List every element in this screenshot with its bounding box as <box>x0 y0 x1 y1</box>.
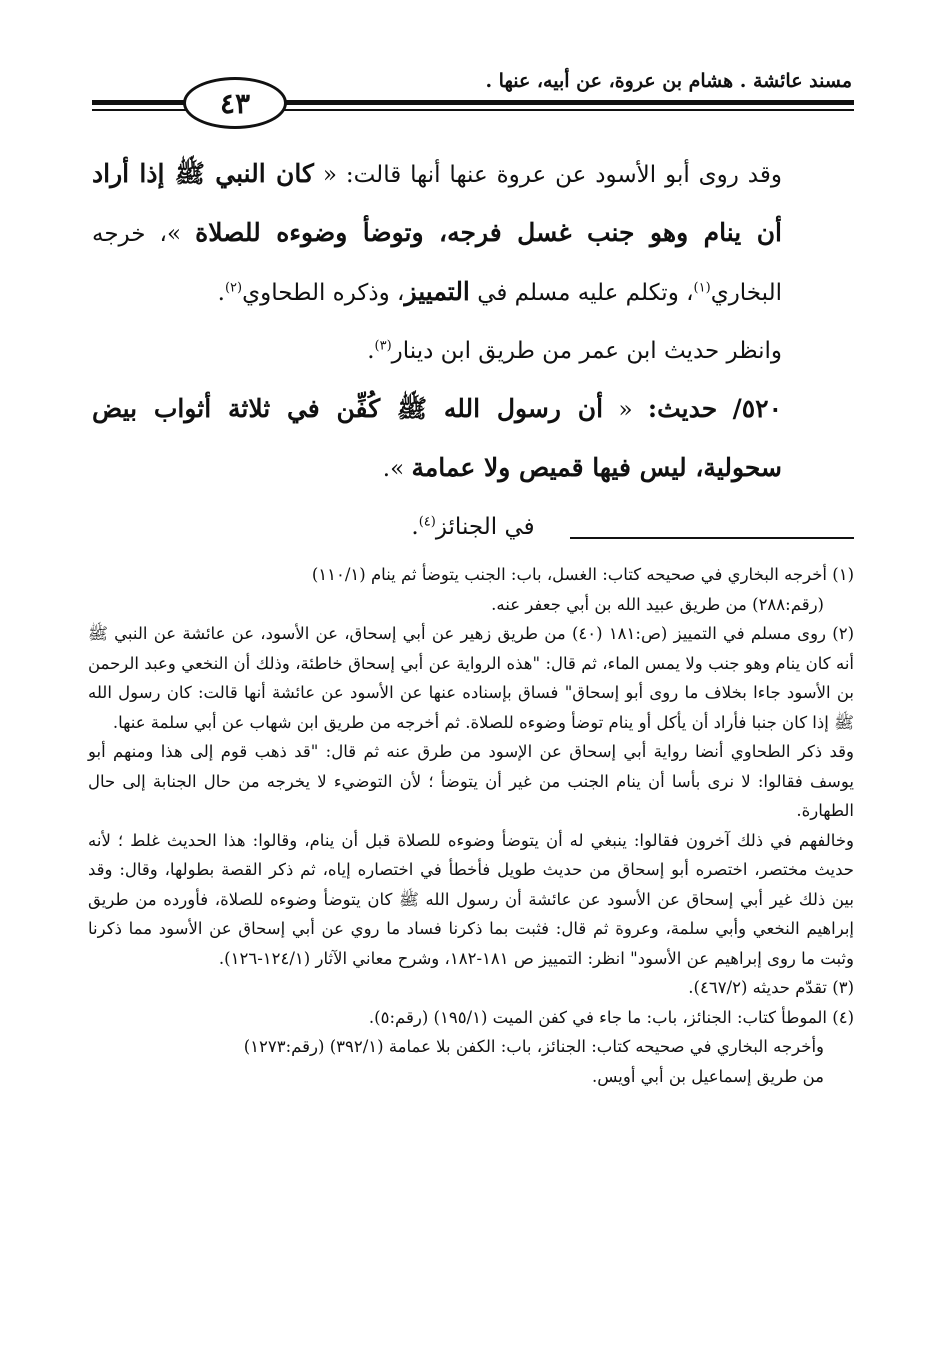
text: . <box>367 338 375 364</box>
running-header-title: مسند عائشة . هشام بن عروة، عن أبيه، عنها . <box>485 70 852 92</box>
footnote-1: (١) أخرجه البخاري في صحيحه كتاب: الغسل، باب: الجنب يتوضأ ثم ينام (١١٠/١) <box>311 565 854 584</box>
footnote-ref[interactable]: (٣) <box>374 338 392 354</box>
hadith-number: ٥٢٠/ <box>732 394 783 423</box>
book-title: التمييز <box>404 277 470 306</box>
page-number-text: ٤٣ <box>219 86 251 120</box>
text: وقد روى أبو الأسود عن عروة عنها أنها قالت: « <box>322 162 782 188</box>
footnote-ref[interactable]: (٤) <box>418 514 436 530</box>
footnotes <box>88 560 854 1091</box>
text: في الجنائز <box>435 514 535 540</box>
footnote-separator <box>570 537 854 539</box>
main-text <box>92 145 854 556</box>
footnote-2: (٢) روى مسلم في التمييز (ص:١٨١ (٤٠) من طريق زهير عن أبي إسحاق، عن الأسود، عن عائشة عن النبي ﷺ أنه كان ينام وهو جنب ولا يمس الماء، ثم قال: "هذه الرواية عن أبي إسحاق خاطئة، وذلك أن النخعي وعبد الرحمن بن الأسود جاءا بخلاف ما روى أبو إسحاق" فساق بإسناده عنها عن الأسود عن عائشة أنها قالت: كان رسول الله ﷺ إذا كان جنبا فأراد أن يأكل أو ينام توضأ وضوءه للصلاة. ثم أخرجه من طريق ابن شهاب عن أبي سلمة عنها. <box>88 624 854 732</box>
footnote-2-para-2: وقد ذكر الطحاوي أنضا رواية أبي إسحاق عن الإسود من طرق عنه ثم قال: "قد ذهب قوم إلى هذا ومنهم أبو يوسف فقالوا: لا نرى بأسا أن ينام الجنب من غير أن يتوضأ ؛ لأن التوضيء لا يخرجه من حال الجنابة إلى حال الطهارة. <box>88 742 854 820</box>
hadith-quote: كان النبي ﷺ إذا أراد أن ينام وهو جنب غسل فرجه، وتوضأ وضوءه للصلاة <box>92 159 783 247</box>
footnote-4-cont: وأخرجه البخاري في صحيحه كتاب: الجنائز، باب: الكفن بلا عمامة (٣٩٢/١) (رقم:١٢٧٣) <box>243 1037 824 1056</box>
text: ». <box>382 456 405 482</box>
footnote-4-cont-2: من طريق إسماعيل بن أبي أويس. <box>591 1066 824 1086</box>
hadith-quote: أن رسول الله ﷺ كُفِّن في ثلاثة أثواب بيض سحولية، ليس فيها قميص ولا عمامة <box>92 394 782 482</box>
text: ، وتكلم عليه مسلم في <box>477 280 694 306</box>
text: « <box>618 397 633 423</box>
hadith-label: حديث: <box>647 394 718 423</box>
paragraph-hadith-520 <box>92 380 854 498</box>
text: »، خرجه البخاري <box>92 221 782 306</box>
paragraph-2 <box>92 322 854 380</box>
footnote-3: (٣) تقدّم حديثه (٤٦٧/٢). <box>688 978 854 997</box>
footnote-ref[interactable]: (١) <box>693 280 711 296</box>
paragraph-4 <box>92 498 854 556</box>
text: . <box>217 280 225 306</box>
footnote-2-para-3: وخالفهم في ذلك آخرون فقالوا: ينبغي له أن يتوضأ وضوءه للصلاة قبل أن ينام، وقالوا: هذا الحديث غلط ؛ لأنه حديث مختصر، اختصره أبو إسحاق من حديث طويل فأخطأ في اختصاره إياه، ثم ذكر القصة بطولها، وقال: وقد بين ذلك غير أبي إسحاق عن الأسود عن عائشة أن رسول الله ﷺ كان يتوضأ وضوءه للصلاة، فأورده من طريق إبراهيم النخعي وأبي سلمة، وعروة ثم قال: فثبت بما ذكرنا فساد ما روي عن أبي إسحاق عن الأسود مما ذكرنا وثبت ما روى إبراهيم عن الأسود" انظر: التمييز ص ١٨١-١٨٢، وشرح معاني الآثار (١٢٤/١-١٢٦). <box>88 830 854 968</box>
text: ، وذكره الطحاوي <box>242 280 405 306</box>
footnote-4: (٤) الموطأ كتاب: الجنائز، باب: ما جاء في كفن الميت (١٩٥/١) (رقم:٥). <box>368 1007 854 1027</box>
footnote-ref[interactable]: (٢) <box>224 280 243 296</box>
paragraph-1 <box>92 145 854 322</box>
footnote-1-cont: (رقم:٢٨٨) من طريق عبيد الله بن أبي جعفر عنه. <box>491 594 824 614</box>
text: . <box>411 514 419 540</box>
text: وانظر حديث ابن عمر من طريق ابن دينار <box>391 338 782 364</box>
page-number <box>183 77 287 129</box>
